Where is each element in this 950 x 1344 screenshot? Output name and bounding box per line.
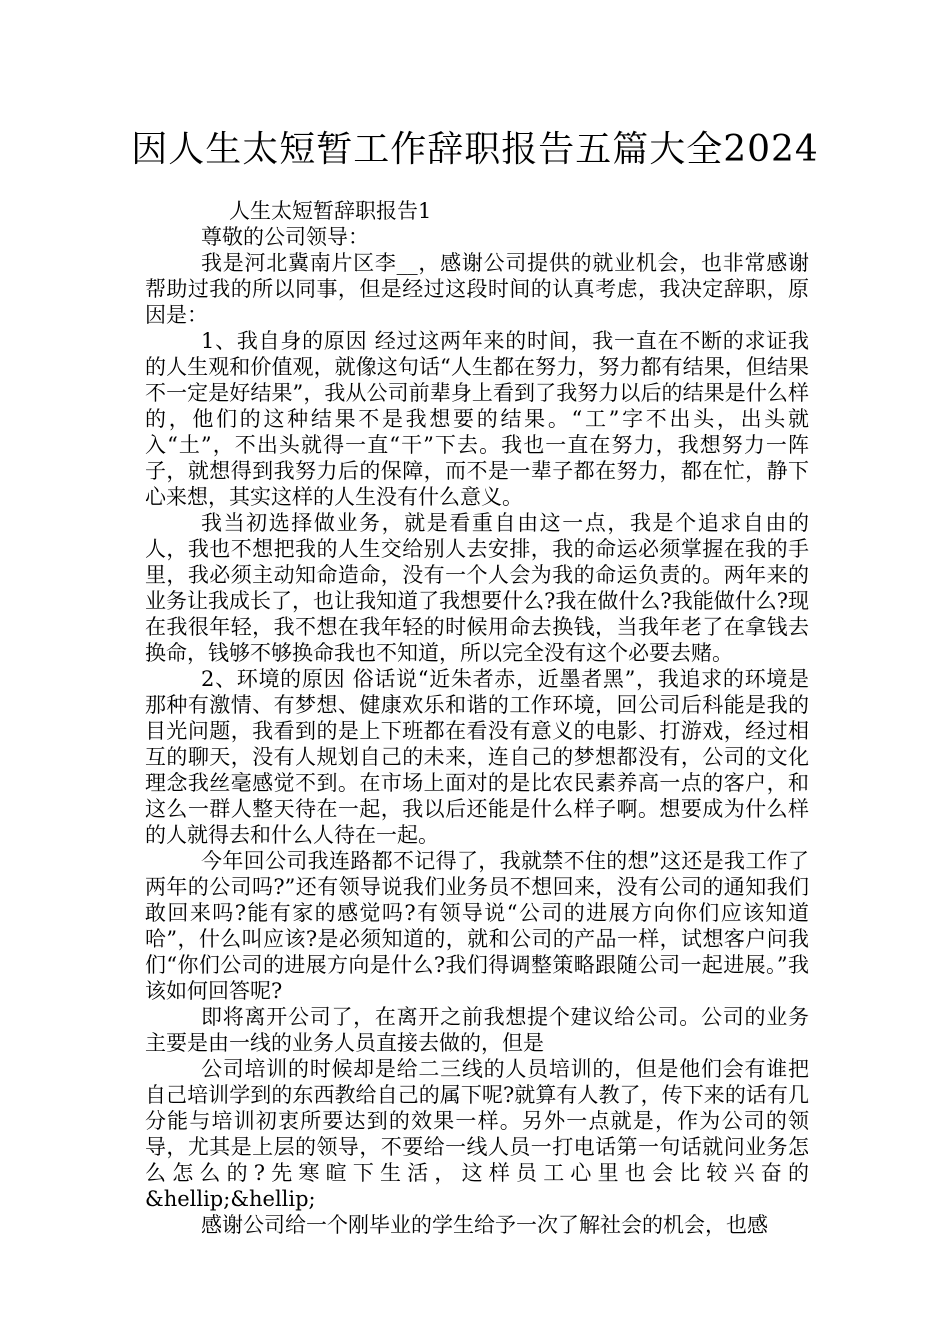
paragraph: 今年回公司我连路都不记得了，我就禁不住的想”这还是我工作了两年的公司吗?”还有领导说我们业务员不想回来，没有公司的通知我们敢回来吗?能有家的感觉吗?有领导说“公司的进展方向你们应该知道哈”，什么叫应该?是必须知道的，就和公司的产品一样，试想客户问我们“你们公司的进展方向是什么?我们得调整策略跟随公司一起进展。”我该如何回答呢? — [145, 849, 809, 1003]
paragraph: 2、环境的原因 俗话说“近朱者赤，近墨者黑”，我追求的环境是那种有激情、有梦想、健康欢乐和谐的工作环境，回公司后科能是我的目光问题，我看到的是上下班都在看没有意义的电影、打游戏，经过相互的聊天，没有人规划自己的未来，连自己的梦想都没有，公司的文化理念我丝毫感觉不到。在市场上面对的是比农民素养高一点的客户，和这么一群人整天待在一起，我以后还能是什么样子啊。想要成为什么样的人就得去和什么人待在一起。 — [145, 667, 809, 847]
section-heading: 人生太短暂辞职报告1 — [229, 199, 432, 223]
paragraph: 公司培训的时候却是给二三线的人员培训的，但是他们会有谁把自己培训学到的东西教给自己的属下呢?就算有人教了，传下来的话有几分能与培训初衷所要达到的效果一样。另外一点就是，作为公司的领导，尤其是上层的领导，不要给一线人员一打电话第一句话就问业务怎么怎么的?先寒暄下生活，这样员工心里也会比较兴奋的&hellip;&hellip; — [145, 1057, 809, 1211]
paragraph: 我是河北冀南片区李__，感谢公司提供的就业机会，也非常感谢帮助过我的所以同事，但是经过这段时间的认真考虑，我决定辞职，原因是： — [145, 251, 809, 327]
paragraph: 我当初选择做业务，就是看重自由这一点，我是个追求自由的人，我也不想把我的人生交给别人去安排，我的命运必须掌握在我的手里，我必须主动知命造命，没有一个人会为我的命运负责的。两年来的业务让我成长了，也让我知道了我想要什么?我在做什么?我能做什么?现在我很年轻，我不想在我年轻的时候用命去换钱，当我年老了在拿钱去换命，钱够不够换命我也不知道，所以完全没有这个必要去赌。 — [145, 511, 809, 665]
document-body — [145, 198, 809, 1238]
paragraph: 感谢公司给一个刚毕业的学生给予一次了解社会的机会，也感 — [201, 1213, 768, 1237]
document-title: 因人生太短暂工作辞职报告五篇大全2024 — [131, 129, 819, 170]
paragraph: 1、我自身的原因 经过这两年来的时间，我一直在不断的求证我的人生观和价值观，就像这句话“人生都在努力，努力都有结果，但结果不一定是好结果”，我从公司前辈身上看到了我努力以后的结果是什么样的，他们的这种结果不是我想要的结果。“工”字不出头，出头就入“土”，不出头就得一直“干”下去。我也一直在努力，我想努力一阵子，就想得到我努力后的保障，而不是一辈子都在努力，都在忙，静下心来想，其实这样的人生没有什么意义。 — [145, 329, 809, 509]
paragraph: 即将离开公司了，在离开之前我想提个建议给公司。公司的业务主要是由一线的业务人员直接去做的，但是 — [145, 1005, 809, 1055]
salutation: 尊敬的公司领导： — [201, 225, 369, 249]
